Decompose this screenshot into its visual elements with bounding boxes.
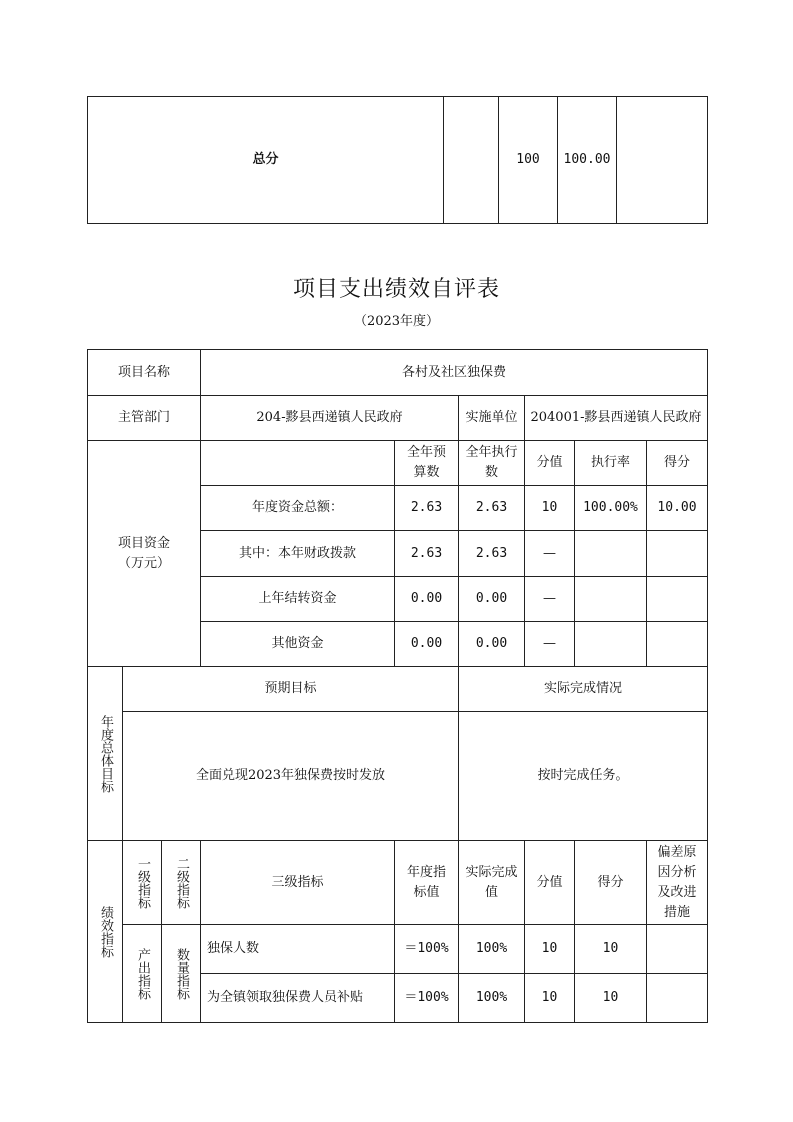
fund-name: 年度资金总额： bbox=[201, 486, 395, 531]
ind-header-target: 年度指标值 bbox=[395, 841, 459, 925]
fund-executed: 2.63 bbox=[459, 531, 525, 577]
ind-header-score: 得分 bbox=[575, 841, 647, 925]
indicator-row bbox=[88, 925, 708, 974]
ind-header-level1: 一级指标 bbox=[123, 841, 162, 925]
fund-name: 上年结转资金 bbox=[201, 577, 395, 622]
total-weight: 100 bbox=[499, 97, 558, 224]
funds-header-score: 得分 bbox=[647, 441, 708, 486]
fund-weight: 10 bbox=[525, 486, 575, 531]
ind-target: ＝100% bbox=[395, 925, 459, 974]
impl-value: 204001-黟县西递镇人民政府 bbox=[525, 396, 708, 441]
ind-deviation bbox=[647, 974, 708, 1023]
funds-label-line2: （万元） bbox=[117, 555, 170, 571]
funds-label bbox=[88, 441, 201, 667]
impl-label: 实施单位 bbox=[459, 396, 525, 441]
fund-score bbox=[647, 577, 708, 622]
fund-budget: 2.63 bbox=[395, 486, 459, 531]
year-subtitle: （2023年度） bbox=[353, 314, 440, 329]
goals-expected-header: 预期目标 bbox=[123, 667, 459, 712]
fund-weight: — bbox=[525, 577, 575, 622]
fund-budget: 0.00 bbox=[395, 622, 459, 667]
fund-executed: 2.63 bbox=[459, 486, 525, 531]
goals-header-row bbox=[88, 667, 708, 712]
ind-weight: 10 bbox=[525, 974, 575, 1023]
ind-name: 独保人数 bbox=[201, 925, 395, 974]
fund-rate bbox=[575, 577, 647, 622]
funds-header-executed: 全年执行数 bbox=[459, 441, 525, 486]
total-score: 100.00 bbox=[558, 97, 617, 224]
ind-header-level2: 二级指标 bbox=[162, 841, 201, 925]
goals-actual: 按时完成任务。 bbox=[459, 712, 708, 841]
funds-header-rate: 执行率 bbox=[575, 441, 647, 486]
ind-header-actual: 实际完成值 bbox=[459, 841, 525, 925]
ind-score: 10 bbox=[575, 974, 647, 1023]
fund-rate: 100.00% bbox=[575, 486, 647, 531]
total-empty-cell-2 bbox=[617, 97, 708, 224]
total-label: 总分 bbox=[88, 97, 444, 224]
project-name-value: 各村及社区独保费 bbox=[201, 350, 708, 396]
funds-header-weight: 分值 bbox=[525, 441, 575, 486]
fund-name: 其他资金 bbox=[201, 622, 395, 667]
fund-name: 其中：本年财政拨款 bbox=[201, 531, 395, 577]
evaluation-table bbox=[87, 349, 708, 1023]
department-row bbox=[88, 396, 708, 441]
fund-rate bbox=[575, 622, 647, 667]
ind-target: ＝100% bbox=[395, 974, 459, 1023]
ind-header-deviation: 偏差原因分析及改进措施 bbox=[647, 841, 708, 925]
indicators-label: 绩效指标 bbox=[88, 841, 123, 1023]
total-score-table bbox=[87, 96, 708, 224]
indicators-header-row bbox=[88, 841, 708, 925]
fund-rate bbox=[575, 531, 647, 577]
funds-header-empty bbox=[201, 441, 395, 486]
fund-weight: — bbox=[525, 531, 575, 577]
project-name-row bbox=[88, 350, 708, 396]
project-name-label: 项目名称 bbox=[88, 350, 201, 396]
dept-label: 主管部门 bbox=[88, 396, 201, 441]
fund-score bbox=[647, 622, 708, 667]
ind-actual: 100% bbox=[459, 925, 525, 974]
funds-header-budget: 全年预算数 bbox=[395, 441, 459, 486]
ind-header-level3: 三级指标 bbox=[201, 841, 395, 925]
total-row bbox=[88, 97, 708, 224]
ind-weight: 10 bbox=[525, 925, 575, 974]
page-title: 项目支出绩效自评表 bbox=[292, 277, 500, 302]
ind-level2-value: 数量指标 bbox=[162, 925, 201, 1023]
fund-budget: 2.63 bbox=[395, 531, 459, 577]
total-empty-cell bbox=[444, 97, 499, 224]
ind-header-weight: 分值 bbox=[525, 841, 575, 925]
ind-score: 10 bbox=[575, 925, 647, 974]
goals-label: 年度总体目标 bbox=[88, 667, 123, 841]
goals-content-row bbox=[88, 712, 708, 841]
fund-score bbox=[647, 531, 708, 577]
goals-expected: 全面兑现2023年独保费按时发放 bbox=[123, 712, 459, 841]
ind-level1-value: 产出指标 bbox=[123, 925, 162, 1023]
fund-weight: — bbox=[525, 622, 575, 667]
ind-deviation bbox=[647, 925, 708, 974]
fund-score: 10.00 bbox=[647, 486, 708, 531]
ind-actual: 100% bbox=[459, 974, 525, 1023]
ind-name: 为全镇领取独保费人员补贴 bbox=[201, 974, 395, 1023]
fund-executed: 0.00 bbox=[459, 622, 525, 667]
goals-actual-header: 实际完成情况 bbox=[459, 667, 708, 712]
funds-header-row bbox=[88, 441, 708, 486]
fund-budget: 0.00 bbox=[395, 577, 459, 622]
funds-label-line1: 项目资金 bbox=[117, 535, 170, 551]
fund-executed: 0.00 bbox=[459, 577, 525, 622]
dept-value: 204-黟县西递镇人民政府 bbox=[201, 396, 459, 441]
